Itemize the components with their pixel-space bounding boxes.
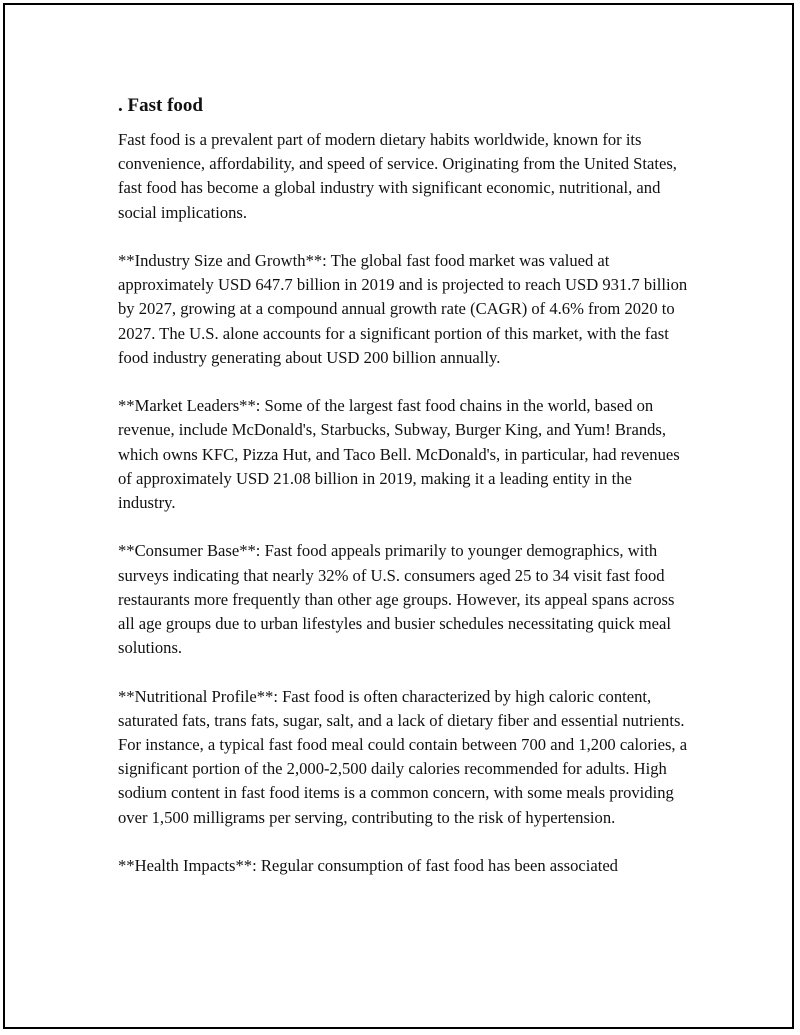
document-body: [118, 93, 693, 902]
paragraph-nutritional-profile: **Nutritional Profile**: Fast food is often characterized by high caloric content, saturated fats, trans fats, sugar, salt, and a lack of dietary fiber and essential nutrients. For instance, a typical fast food meal could contain between 700 and 1,200 calories, a significant portion of the 2,000-2,500 daily calories recommended for adults. High sodium content in fast food items is a common concern, with some meals providing over 1,500 milligrams per serving, contributing to the risk of hypertension.: [118, 686, 688, 827]
paragraph-market-leaders: **Market Leaders**: Some of the largest fast food chains in the world, based on revenue, include McDonald's, Starbucks, Subway, Burger King, and Yum! Brands, which owns KFC, Pizza Hut, and Taco Bell. McDonald's, in particular, had revenues of approximately USD 21.08 billion in 2019, making it a leading entity in the industry.: [118, 396, 680, 513]
paragraph-intro: Fast food is a prevalent part of modern dietary habits worldwide, known for its convenience, affordability, and speed of service. Originating from the United States, fast food has become a global industry with significant economic, nutritional, and social implications.: [118, 130, 677, 222]
paragraph-health-impacts: **Health Impacts**: Regular consumption of fast food has been associated: [118, 856, 618, 876]
paragraph-consumer-base: **Consumer Base**: Fast food appeals primarily to younger demographics, with surveys indicating that nearly 32% of U.S. consumers aged 25 to 34 visit fast food restaurants more frequently than other age groups. However, its appeal spans across all age groups due to urban lifestyles and busier schedules necessitating quick meal solutions.: [118, 541, 675, 658]
section-heading: . Fast food: [118, 95, 203, 116]
paragraph-industry-size: **Industry Size and Growth**: The global fast food market was valued at approximately USD 647.7 billion in 2019 and is projected to reach USD 931.7 billion by 2027, growing at a compound annual growth rate (CAGR) of 4.6% from 2020 to 2027. The U.S. alone accounts for a significant portion of this market, with the fast food industry generating about USD 200 billion annually.: [118, 251, 688, 367]
